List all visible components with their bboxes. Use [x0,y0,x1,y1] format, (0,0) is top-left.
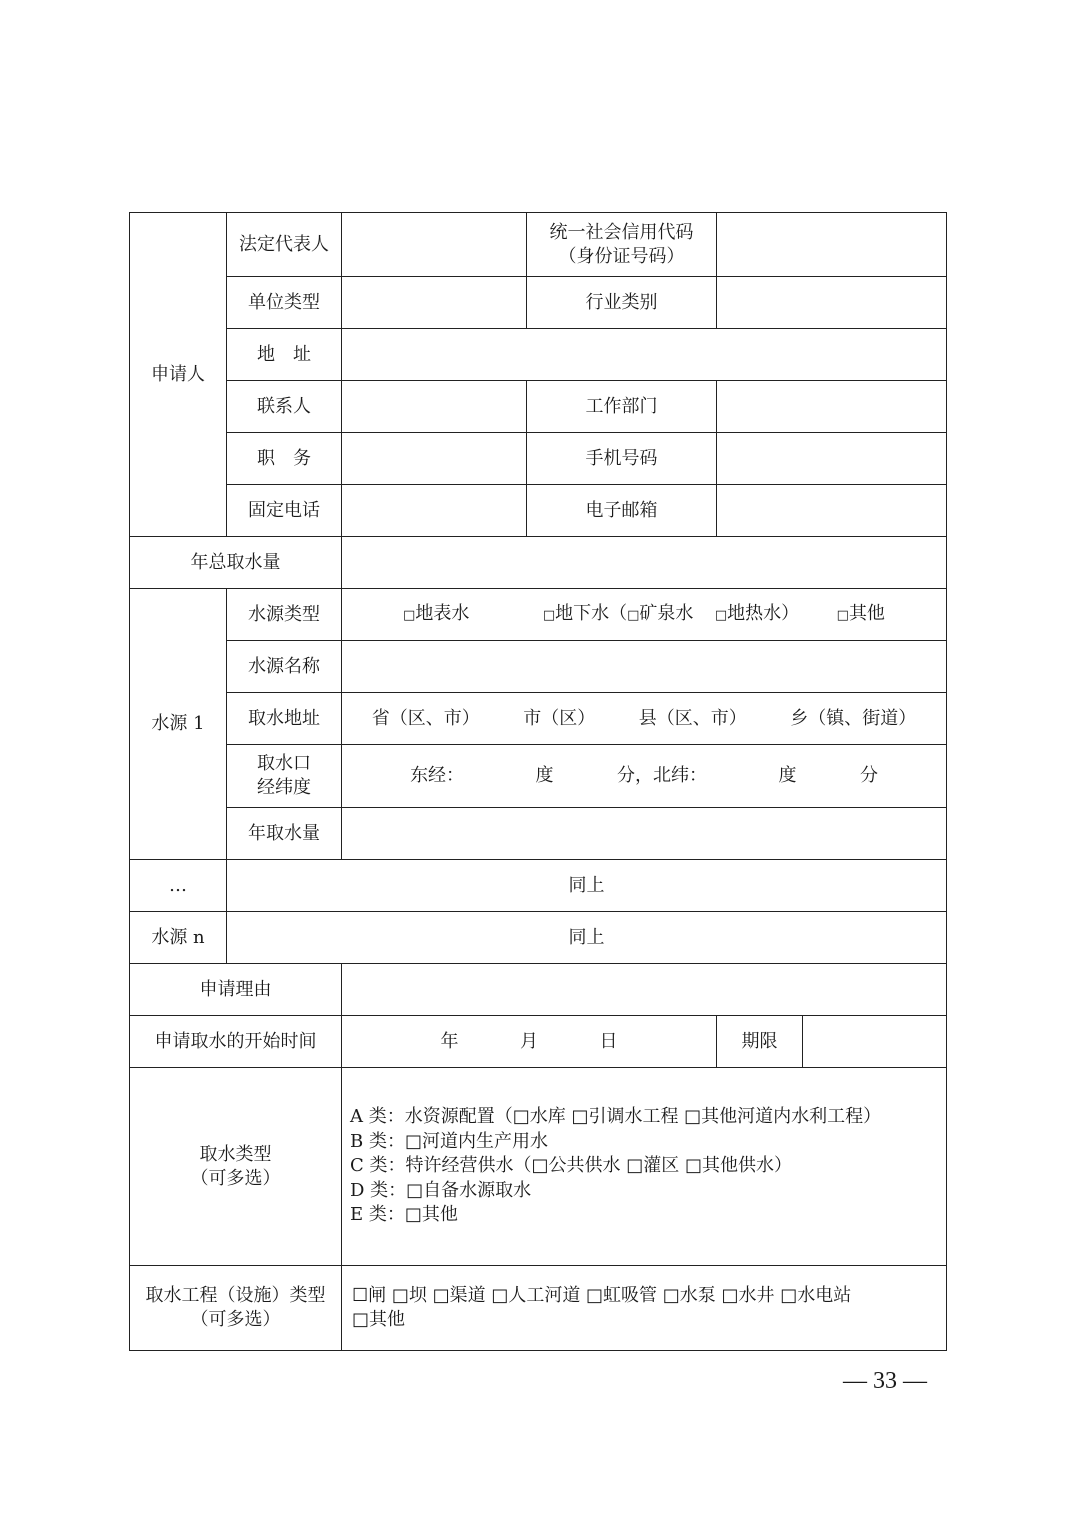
source-type-label: 水源类型 [227,589,342,641]
unit-type-field[interactable] [342,277,527,329]
location-province: 省（区、市） [371,707,480,729]
source-n-value: 同上 [227,912,947,964]
location-township: 乡（镇、街道） [790,707,917,729]
mobile-label: 手机号码 [527,433,717,485]
source-name-label: 水源名称 [227,641,342,693]
address-field[interactable] [342,329,947,381]
facility-type-label-line2: （可多选） [190,1309,281,1330]
term-label: 期限 [717,1016,803,1068]
location-label: 取水地址 [227,693,342,745]
annual-intake-field[interactable] [342,808,947,860]
credit-code-field[interactable] [717,213,947,277]
start-year: 年 [440,1030,459,1052]
facility-type-label [130,1266,342,1351]
coord-label [227,745,342,808]
email-label: 电子邮箱 [527,485,717,537]
location-field[interactable] [342,693,947,745]
phone-label: 固定电话 [227,485,342,537]
legal-rep-field[interactable] [342,213,527,277]
option-other[interactable]: □其他 [837,602,885,628]
contact-field[interactable] [342,381,527,433]
intake-type-label-line1: 取水类型 [199,1143,272,1165]
intake-type-options[interactable] [342,1068,947,1266]
source-type-options [342,589,947,641]
location-city: 市（区） [523,707,596,729]
option-surface[interactable]: □地表水 [403,602,469,628]
coord-east-deg: 度 [535,765,554,786]
ellipsis-label: … [130,860,227,912]
annual-intake-label: 年取水量 [227,808,342,860]
credit-code-label-line1: 统一社会信用代码 [549,221,694,243]
coord-north-label: 分，北纬： [617,765,707,786]
source1-group-label: 水源 1 [130,589,227,860]
reason-field[interactable] [342,964,947,1016]
facility-type-label-line1: 取水工程（设施）类型 [145,1285,326,1306]
checkbox-icon: □ [627,607,640,623]
ellipsis-value: 同上 [227,860,947,912]
mobile-field[interactable] [717,433,947,485]
position-field[interactable] [342,433,527,485]
facility-options-line2: □其他 [352,1309,406,1330]
location-county: 县（区、市） [638,707,747,729]
department-field[interactable] [717,381,947,433]
applicant-group-label: 申请人 [130,213,227,537]
checkbox-icon: □ [403,607,416,623]
coord-east-label: 东经： [410,765,465,786]
intake-type-c: C 类：特许经营供水（□公共供水 □灌区 □其他供水） [350,1155,792,1177]
industry-label: 行业类别 [527,277,717,329]
address-label: 地 址 [227,329,342,381]
intake-type-b: B 类：□河道内生产用水 [350,1130,548,1152]
reason-label: 申请理由 [130,964,342,1016]
position-label: 职 务 [227,433,342,485]
water-permit-application-form [129,212,947,1351]
source-n-label: 水源 n [130,912,227,964]
legal-rep-label: 法定代表人 [227,213,342,277]
checkbox-icon: □ [542,607,556,623]
source-name-field[interactable] [342,641,947,693]
checkbox-icon: □ [714,607,728,623]
facility-options-line1: ☐闸 □坝 □渠道 □人工河道 □虹吸管 □水泵 □水井 □水电站 [352,1285,852,1306]
credit-code-label-line2: （身份证号码） [558,245,685,267]
unit-type-label: 单位类型 [227,277,342,329]
annual-total-label: 年总取水量 [130,537,342,589]
start-time-label: 申请取水的开始时间 [130,1016,342,1068]
page-number: — 33 — [843,1368,927,1394]
option-ground[interactable]: □地下水（ [543,602,627,628]
intake-type-label-line2: （可多选） [190,1167,281,1189]
coord-north-deg: 度 [778,765,797,786]
credit-code-label [527,213,717,277]
start-day: 日 [599,1030,618,1052]
email-field[interactable] [717,485,947,537]
option-geothermal[interactable]: □地热水） [715,602,799,628]
start-time-field[interactable] [342,1016,717,1068]
industry-field[interactable] [717,277,947,329]
coord-north-min: 分 [859,765,878,786]
department-label: 工作部门 [527,381,717,433]
contact-label: 联系人 [227,381,342,433]
phone-field[interactable] [342,485,527,537]
intake-type-d: D 类：□自备水源取水 [350,1179,532,1201]
coord-field[interactable] [342,745,947,808]
intake-type-label [130,1068,342,1266]
coord-label-line2: 经纬度 [257,777,311,798]
coord-label-line1: 取水口 [257,753,311,774]
annual-total-field[interactable] [342,537,947,589]
option-mineral[interactable]: □矿泉水 [627,602,693,628]
intake-type-a: A 类：水资源配置（□水库 □引调水工程 □其他河道内水利工程） [350,1106,882,1128]
start-month: 月 [520,1030,538,1052]
intake-type-e: E 类：□其他 [350,1204,458,1226]
term-field[interactable] [803,1016,947,1068]
checkbox-icon: □ [836,607,849,623]
facility-type-options[interactable] [342,1266,947,1351]
